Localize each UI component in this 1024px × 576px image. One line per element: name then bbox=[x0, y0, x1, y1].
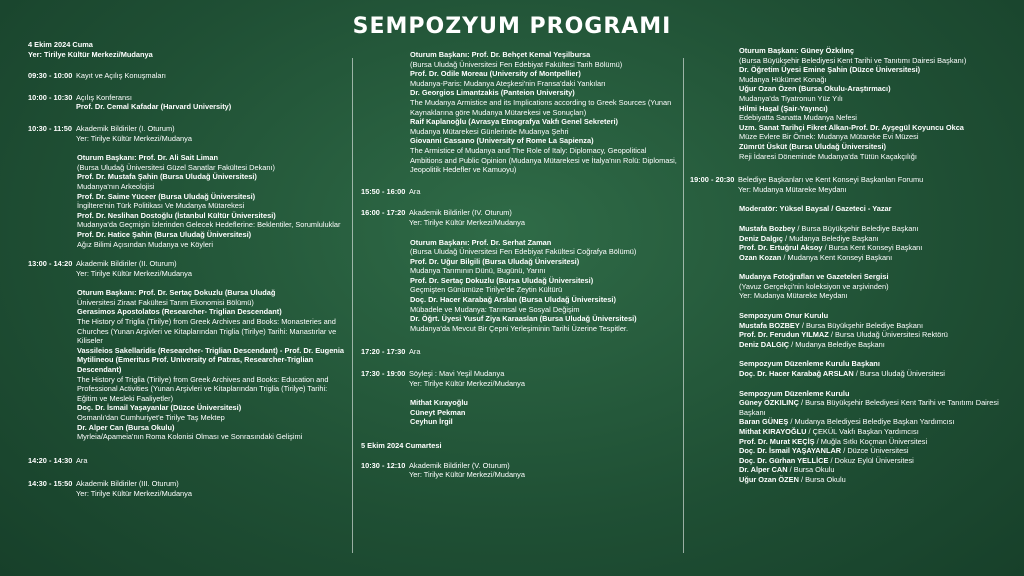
member-name: Prof. Dr. Ferudun YILMAZ bbox=[739, 330, 829, 340]
paper-title: Mudanya'da Tiyatronun Yüz Yılı bbox=[739, 93, 843, 103]
talk-speakers bbox=[410, 398, 677, 427]
member-role: / Mudanya Belediye Başkanı bbox=[782, 233, 879, 243]
speaker-name: Dr. Alper Can (Bursa Okulu) bbox=[77, 422, 175, 432]
speaker-name: Prof. Dr. Odile Moreau (University of Montpellier) bbox=[410, 69, 581, 79]
session-time: 17:20 - 17:30 bbox=[361, 347, 406, 357]
speaker-name: Prof. Dr. Uğur Bilgili (Bursa Uludağ Üniversitesi) bbox=[410, 256, 580, 266]
speaker-name: Prof. Dr. Saime Yüceer (Bursa Uludağ Üniversitesi) bbox=[77, 191, 256, 201]
session-speaker: Prof. Dr. Cemal Kafadar (Harvard University) bbox=[76, 102, 232, 112]
speaker-name: Doç. Dr. Hacer Karabağ Arslan (Bursa Uludağ Üniversitesi) bbox=[410, 295, 616, 305]
exhibition-note: (Yavuz Gerçekçi'nin koleksiyon ve arşivinden) bbox=[739, 281, 889, 291]
member-role: / Mudanya Belediye Başkanı bbox=[789, 339, 885, 349]
speaker-name: Oturum Başkanı: Prof. Dr. Serhat Zaman bbox=[410, 237, 552, 247]
paper-title: (Bursa Uludağ Üniversitesi Fen Edebiyat Fakültesi Tarih Bölümü) bbox=[410, 59, 623, 69]
paper-title: Mudanya Tarımının Dünü, Bugünü, Yarını bbox=[410, 266, 546, 276]
column-1 bbox=[28, 40, 344, 506]
panel-2 bbox=[77, 288, 344, 442]
member-name: Doç. Dr. Gürhan YELLİCE bbox=[739, 455, 829, 465]
column-divider bbox=[352, 58, 353, 553]
paper-title: Mudanya'da Mevcut Bir Çepni Yerleşiminin Tarihi Üzerine Tespitler. bbox=[410, 323, 629, 333]
paper-title: (Bursa Büyükşehir Belediyesi Kent Tarihi ve Tanıtımı Dairesi Başkanı) bbox=[739, 55, 967, 65]
speaker: Ceyhun İrgil bbox=[410, 417, 453, 427]
committee-member bbox=[739, 369, 1006, 379]
speaker: Cüneyt Pekman bbox=[410, 407, 466, 417]
session-venue: Yer: Tirilye Kültür Merkezi/Mudanya bbox=[409, 378, 525, 388]
member-name: Prof. Dr. Ertuğrul Aksoy bbox=[739, 243, 823, 253]
forum-participants bbox=[739, 224, 1006, 262]
session-title: Ara bbox=[76, 455, 88, 465]
speaker-name: Oturum Başkanı: Prof. Dr. Behçet Kemal Yeşilbursa bbox=[410, 50, 591, 59]
session-opening bbox=[28, 93, 344, 112]
committee-title: Sempozyum Düzenleme Kurulu bbox=[739, 388, 850, 398]
committee-member bbox=[739, 340, 1006, 350]
day-1-venue: Yer: Tirilye Kültür Merkezi/Mudanya bbox=[28, 49, 153, 59]
member-name: Dr. Alper CAN bbox=[739, 465, 788, 475]
member-name: Deniz DALGIÇ bbox=[739, 339, 790, 349]
member-role: / Bursa Kent Konseyi Başkanı bbox=[822, 243, 923, 253]
speaker-name: Prof. Dr. Hatice Şahin (Bursa Uludağ Üniversitesi) bbox=[77, 229, 252, 239]
member-name: Uğur Ozan ÖZEN bbox=[739, 474, 799, 484]
session-time: 10:00 - 10:30 bbox=[28, 92, 73, 102]
committee-member bbox=[739, 437, 1006, 447]
speaker-name: Vassileios Sakellaridis (Researcher- Triglian Descendant) - Prof. Dr. Eugenia Mytilineou (Emeritus Prof. University of Patras, Researcher-Triglian Descendant) bbox=[77, 345, 344, 375]
member-role: / Bursa Uludağ Üniversitesi Rektörü bbox=[828, 330, 948, 340]
speaker-name: Prof. Dr. Sertaç Dokuzlu (Bursa Uludağ Üniversitesi) bbox=[410, 275, 594, 285]
member-name: Doç. Dr. Hacer Karabağ ARSLAN bbox=[739, 369, 854, 379]
paper-title: Mudanya Hükümet Konağı bbox=[739, 74, 827, 84]
session-time: 14:20 - 14:30 bbox=[28, 455, 73, 465]
speaker-name: Oturum Başkanı: Prof. Dr. Sertaç Dokuzlu (Bursa Uludağ bbox=[77, 288, 276, 298]
session-time: 09:30 - 10:00 bbox=[28, 71, 73, 81]
paper-title: Mudanya-Paris: Mudanya Ateşkesi'nin Fransa'daki Yankıları bbox=[410, 78, 606, 88]
session-time: 10:30 - 12:10 bbox=[361, 460, 406, 470]
paper-title: Mübadele ve Mudanya: Tarımsal ve Sosyal Değişim bbox=[410, 304, 580, 314]
speaker-name: Dr. Öğrt. Üyesi Yusuf Ziya Karaaslan (Bursa Uludağ Üniversitesi) bbox=[410, 314, 637, 324]
column-3 bbox=[690, 46, 1006, 492]
paper-title: Myrleia/Apameia'nın Roma Kolonisi Olması ve Sonrasındaki Gelişimi bbox=[77, 432, 303, 442]
committee-title: Sempozyum Onur Kurulu bbox=[739, 311, 829, 321]
member-name: Ozan Kozan bbox=[739, 252, 782, 262]
committee-member bbox=[739, 427, 1006, 437]
committee-member bbox=[739, 475, 1006, 485]
speaker-name: Doç. Dr. İsmail Yaşayanlar (Düzce Üniversitesi) bbox=[77, 403, 242, 413]
exhibition-venue: Yer: Mudanya Mütareke Meydanı bbox=[739, 291, 848, 301]
speaker-name: Dr. Öğretim Üyesi Emine Şahin (Düzce Üniversitesi) bbox=[739, 65, 921, 75]
session-time: 17:30 - 19:00 bbox=[361, 369, 406, 379]
committee-member bbox=[739, 456, 1006, 466]
session-1 bbox=[28, 124, 344, 143]
speaker-name: Dr. Georgios Limantzakis (Panteion University) bbox=[410, 88, 575, 98]
session-venue: Yer: Tirilye Kültür Merkezi/Mudanya bbox=[76, 268, 192, 278]
paper-title: Müze Evlere Bir Örnek: Mudanya Mütareke Evi Müzesi bbox=[739, 132, 919, 142]
session-4 bbox=[361, 208, 677, 227]
session-break bbox=[361, 347, 677, 357]
speaker-name: Uzm. Sanat Tarihçi Fikret Alkan-Prof. Dr. Ayşegül Koyuncu Okca bbox=[739, 122, 964, 132]
paper-title: Osmanlı'dan Cumhuriyet'e Tirilye Taş Mektep bbox=[77, 413, 225, 422]
paper-title: İngiltere'nin Türk Politikası Ve Mudanya Mütarekesi bbox=[77, 201, 245, 211]
session-time: 13:00 - 14:20 bbox=[28, 259, 73, 269]
committee-member bbox=[739, 253, 1006, 263]
committee-member bbox=[739, 446, 1006, 456]
speaker-name: Oturum Başkanı: Güney Özkılınç bbox=[739, 46, 854, 55]
committee-member bbox=[739, 224, 1006, 234]
speaker: Mithat Kırayoğlu bbox=[410, 398, 468, 408]
session-break bbox=[28, 456, 344, 466]
paper-title: (Bursa Uludağ Üniversitesi Fen Edebiyat Fakültesi Coğrafya Bölümü) bbox=[410, 247, 637, 257]
paper-title: Mudanya'da Geçmişin İzlerinden Gelecek Hedeflerine: Beklentiler, Sorumluluklar bbox=[77, 220, 341, 230]
speaker-name: Prof. Dr. Neslihan Dostoğlu (İstanbul Kültür Üniversitesi) bbox=[77, 210, 276, 220]
session-venue: Yer: Tirilye Kültür Merkezi/Mudanya bbox=[76, 133, 192, 143]
committee-member bbox=[739, 321, 1006, 331]
organizing-committee bbox=[739, 389, 1006, 485]
member-role: / Düzce Üniversitesi bbox=[841, 446, 909, 456]
speaker-name: Giovanni Cassano (University of Rome La Sapienza) bbox=[410, 136, 594, 146]
panel-1 bbox=[77, 153, 344, 249]
page-title: SEMPOZYUM PROGRAMI bbox=[352, 14, 672, 39]
committee-member bbox=[739, 417, 1006, 427]
member-name: Deniz Dalgıç bbox=[739, 233, 783, 243]
session-title: Ara bbox=[409, 186, 421, 196]
session-time: 10:30 - 11:50 bbox=[28, 123, 72, 133]
committee-title: Sempozyum Düzenleme Kurulu Başkanı bbox=[739, 359, 880, 369]
session-2 bbox=[28, 259, 344, 278]
member-role: / Bursa Okulu bbox=[798, 474, 846, 484]
session-registration bbox=[28, 71, 344, 81]
paper-title: The Armistice of Mudanya and The Role of Italy: Diplomacy, Geopolitical Ambitions and Public Opinion (Mudanya Mütarekesi ve İtalya'nın Rolü: Diplomasi, Jeopolitik Hedefler ve Kamuoyu) bbox=[410, 145, 677, 175]
committee-member bbox=[739, 398, 1006, 417]
member-role: / Mudanya Belediyesi Belediye Başkan Yardımcısı bbox=[788, 417, 955, 427]
member-role: / ÇEKÜL Vakfı Başkan Yardımcısı bbox=[806, 427, 919, 436]
session-title: Akademik Bildiriler (IV. Oturum) bbox=[409, 208, 512, 218]
member-role: / Bursa Uludağ Üniversitesi bbox=[853, 369, 945, 379]
session-title: Akademik Bildiriler (II. Oturum) bbox=[76, 259, 177, 269]
paper-title: Mudanya'nın Arkeolojisi bbox=[77, 181, 155, 191]
member-role: / Muğla Sıtkı Koçman Üniversitesi bbox=[814, 436, 928, 446]
session-title: Açılış Konferansı bbox=[76, 92, 132, 102]
session-venue: Yer: Tirilye Kültür Merkezi/Mudanya bbox=[76, 488, 192, 498]
paper-title: The History of Triglia (Tirilye) from Greek Archives and Books: Education and Professional Activities (Yunan Arşivleri ve Kitaplarından Triglia (Tirilye) Tarihi: Eğitim ve Mesleki Faaliyetler) bbox=[77, 374, 329, 403]
committee-member bbox=[739, 330, 1006, 340]
member-role: / Dokuz Eylül Üniversitesi bbox=[828, 455, 914, 465]
member-name: Prof. Dr. Murat KEÇİŞ bbox=[739, 436, 815, 446]
session-break bbox=[361, 187, 677, 197]
session-title: Kayıt ve Açılış Konuşmaları bbox=[76, 71, 166, 81]
paper-title: (Bursa Uludağ Üniversitesi Güzel Sanatlar Fakültesi Dekanı) bbox=[77, 162, 275, 172]
session-title: Belediye Başkanları ve Kent Konseyi Başkanları Forumu bbox=[738, 175, 924, 185]
member-name: Güney ÖZKILINÇ bbox=[739, 398, 799, 408]
honorary-committee bbox=[739, 311, 1006, 349]
member-role: / Mudanya Kent Konseyi Başkanı bbox=[781, 252, 893, 262]
moderator: Moderatör: Yüksel Baysal / Gazeteci - Yazar bbox=[739, 204, 892, 214]
session-title: Akademik Bildiriler (V. Oturum) bbox=[409, 460, 510, 470]
committee-member bbox=[739, 234, 1006, 244]
panel-5 bbox=[739, 46, 1006, 161]
session-title: Söyleşi : Mavi Yeşil Mudanya bbox=[409, 369, 505, 379]
session-3 bbox=[28, 479, 344, 498]
paper-title: Edebiyatta Sanatta Mudanya Nefesi bbox=[739, 113, 857, 123]
exhibition-title: Mudanya Fotoğrafları ve Gazeteleri Sergisi bbox=[739, 272, 889, 282]
panel-3 bbox=[410, 50, 677, 175]
paper-title: Reji İdaresi Döneminde Mudanya'da Tütün Kaçakçılığı bbox=[739, 151, 917, 161]
panel-4 bbox=[410, 238, 677, 334]
exhibition bbox=[739, 272, 1006, 301]
member-role: / Bursa Okulu bbox=[787, 465, 835, 475]
session-time: 16:00 - 17:20 bbox=[361, 208, 406, 218]
member-name: Mithat KIRAYOĞLU bbox=[739, 427, 807, 436]
committee-member bbox=[739, 243, 1006, 253]
speaker-name: Raif Kaplanoğlu (Avrasya Etnografya Vakfı Genel Sekreteri) bbox=[410, 117, 618, 127]
paper-title: Ağız Bilimi Açısından Mudanya ve Köyleri bbox=[77, 239, 213, 249]
paper-title: Üniversitesi Ziraat Fakültesi Tarım Ekonomisi Bölümü) bbox=[77, 297, 254, 307]
speaker-name: Uğur Ozan Özen (Bursa Okulu-Araştırmacı) bbox=[739, 84, 891, 94]
day-2-date: 5 Ekim 2024 Cumartesi bbox=[361, 441, 442, 450]
session-title: Ara bbox=[409, 347, 421, 357]
speaker-name: Oturum Başkanı: Prof. Dr. Ali Sait Liman bbox=[77, 153, 218, 163]
speaker-name: Hilmi Haşal (Şair-Yayıncı) bbox=[739, 103, 828, 113]
session-talk bbox=[361, 369, 677, 388]
column-2 bbox=[361, 50, 677, 487]
paper-title: The Mudanya Armistice and its Implications according to Greek Sources (Yunan Kaynaklarına göre Mudanya Mütarekesi ve Sonuçları) bbox=[410, 97, 672, 117]
member-name: Baran GÜNEŞ bbox=[739, 417, 789, 427]
member-role: / Bursa Büyükşehir Belediyesi Kent Tarihi ve Tanıtımı Dairesi Başkanı bbox=[739, 398, 999, 417]
day-1-date: 4 Ekim 2024 Cuma bbox=[28, 40, 93, 49]
speaker-name: Zümrüt Üsküt (Bursa Uludağ Üniversitesi) bbox=[739, 141, 887, 151]
session-title: Akademik Bildiriler (III. Oturum) bbox=[76, 479, 179, 489]
paper-title: Geçmişten Günümüze Tirilye'de Zeytin Kültürü bbox=[410, 285, 563, 295]
session-venue: Yer: Tirilye Kültür Merkezi/Mudanya bbox=[409, 217, 525, 227]
session-time: 19:00 - 20:30 bbox=[690, 175, 735, 185]
session-5 bbox=[361, 461, 677, 480]
speaker-name: Prof. Dr. Mustafa Şahin (Bursa Uludağ Üniversitesi) bbox=[77, 172, 257, 182]
member-name: Mustafa Bozbey bbox=[739, 223, 796, 233]
session-time: 15:50 - 16:00 bbox=[361, 186, 406, 196]
paper-title: Mudanya Mütarekesi Günlerinde Mudanya Şehri bbox=[410, 126, 569, 136]
member-role: / Bursa Büyükşehir Belediye Başkanı bbox=[795, 223, 919, 233]
session-forum bbox=[690, 175, 1006, 194]
column-divider bbox=[683, 58, 684, 553]
paper-title: The History of Triglia (Tirilye) from Greek Archives and Books: Monasteries and Churches (Yunan Arşivleri ve Kitaplarından Triglia (Tirilye) Tarihi: Manastırlar ve Kiliseler bbox=[77, 317, 337, 346]
member-name: Doç. Dr. İsmail YAŞAYANLAR bbox=[739, 446, 842, 456]
committee-member bbox=[739, 465, 1006, 475]
member-name: Mustafa BOZBEY bbox=[739, 320, 800, 330]
member-role: / Bursa Büyükşehir Belediye Başkanı bbox=[799, 320, 924, 330]
session-title: Akademik Bildiriler (I. Oturum) bbox=[76, 123, 175, 133]
session-venue: Yer: Tirilye Kültür Merkezi/Mudanya bbox=[409, 470, 525, 480]
session-venue: Yer: Mudanya Mütareke Meydanı bbox=[738, 184, 847, 194]
organizing-chair bbox=[739, 359, 1006, 378]
speaker-name: Gerasimos Apostolatos (Researcher- Triglian Descendant) bbox=[77, 307, 282, 317]
session-time: 14:30 - 15:50 bbox=[28, 479, 73, 489]
